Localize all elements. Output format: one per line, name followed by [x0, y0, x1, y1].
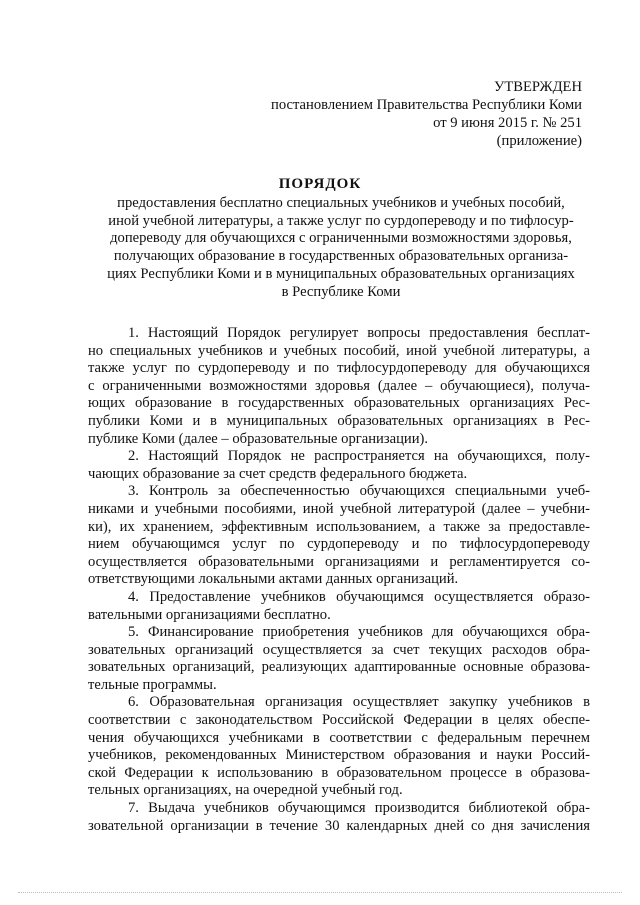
paragraph-line: тельных организациях, на очередной учебный год. — [88, 782, 403, 799]
subtitle-line: допереводу для обучающихся с ограниченными возможностями здоровья, — [110, 230, 572, 247]
paragraph-line: 6. Образовательная организация осуществляет закупку учебников в — [128, 694, 590, 711]
paragraph-line: 5. Финансирование приобретения учебников для обучающихся обра- — [128, 624, 590, 641]
paragraph-line: 7. Выдача учебников обучающимся производится библиотекой обра- — [128, 800, 590, 817]
paragraph-line: чающих образование за счет средств федерального бюджета. — [88, 465, 468, 482]
paragraph-line: соответствии с законодательством Российской Федерации в целях обеспе- — [88, 712, 590, 729]
paragraph-line: зовательной организации в течение 30 календарных дней со дня зачисления — [88, 817, 590, 834]
paragraph-line: публике Коми (далее – образовательные организации). — [88, 430, 429, 447]
subtitle-line: циях Республики Коми и в муниципальных образовательных организациях — [107, 265, 575, 282]
paragraph-line: вательными организациями бесплатно. — [88, 606, 331, 623]
scan-edge-line — [18, 892, 622, 893]
paragraph-1 — [88, 325, 590, 448]
paragraph-line: 2. Настоящий Порядок не распространяется на обучающихся, полу- — [128, 448, 590, 465]
approval-line: от 9 июня 2015 г. № 251 — [433, 115, 582, 131]
paragraph-line: чения обучающихся учебниками в соответствии с федеральным перечнем — [88, 729, 590, 746]
paragraph-3 — [88, 483, 590, 589]
paragraph-line: зовательных организаций осуществляется за счет текущих расходов обра- — [88, 641, 590, 658]
paragraph-line: 4. Предоставление учебников обучающимся осуществляется образо- — [128, 588, 590, 605]
paragraph-5 — [88, 624, 590, 694]
paragraph-7 — [88, 800, 590, 835]
paragraph-line: но специальных учебников и учебных пособий, иной учебной литературы, а — [88, 342, 590, 359]
subtitle-line: иной учебной литературы, а также услуг по сурдопереводу и по тифлосур- — [108, 212, 574, 229]
approval-line: постановлением Правительства Республики Коми — [271, 97, 582, 113]
paragraph-line: 1. Настоящий Порядок регулирует вопросы предоставления бесплат- — [128, 325, 590, 341]
approval-line: (приложение) — [496, 133, 582, 149]
paragraph-4 — [88, 589, 590, 624]
paragraph-line: ки), их хранением, эффективным использованием, а также за предоставле- — [88, 518, 590, 535]
paragraph-line: публики Коми и в муниципальных образовательных организациях в Рес- — [88, 412, 590, 429]
paragraph-line: с ограниченными возможностями здоровья (далее – обучающиеся), получа- — [88, 377, 590, 394]
paragraph-line: 3. Контроль за обеспеченностью обучающихся специальными учеб- — [128, 483, 590, 500]
document-body — [88, 325, 590, 835]
subtitle-line: в Республике Коми — [281, 283, 401, 300]
paragraph-line: зовательных организаций, реализующих адаптированные основные образова- — [88, 659, 590, 676]
paragraph-line: осуществляется образовательными организациями и регламентируется со- — [88, 553, 590, 570]
paragraph-line: никами и учебными пособиями, иной учебной литературой (далее – учебни- — [88, 500, 590, 517]
paragraph-line: ющих образование в государственных образовательных организациях Рес- — [88, 395, 590, 412]
paragraph-line: ской Федерации к использованию в образовательном процессе в образова- — [88, 764, 590, 781]
paragraph-6 — [88, 694, 590, 800]
paragraph-line: нием обучающимся услуг по сурдопереводу и по тифлосурдопереводу — [88, 536, 590, 553]
paragraph-line: тельные программы. — [88, 676, 217, 693]
paragraph-2 — [88, 448, 590, 483]
subtitle-line: получающих образование в государственных образовательных организа- — [113, 248, 569, 265]
paragraph-line: ответствующими локальными актами данных организаций. — [88, 571, 459, 588]
document-subtitle — [94, 195, 588, 301]
approval-stamp — [271, 78, 582, 150]
paragraph-line: также услуг по сурдопереводу и по тифлосурдопереводу для обучающихся — [88, 360, 590, 377]
approval-line: УТВЕРЖДЕН — [494, 79, 582, 95]
document-title: ПОРЯДОК — [278, 176, 362, 192]
paragraph-line: учебников, рекомендованных Министерством образования и науки Россий- — [88, 747, 590, 764]
subtitle-line: предоставления бесплатно специальных учебников и учебных пособий, — [117, 195, 565, 211]
